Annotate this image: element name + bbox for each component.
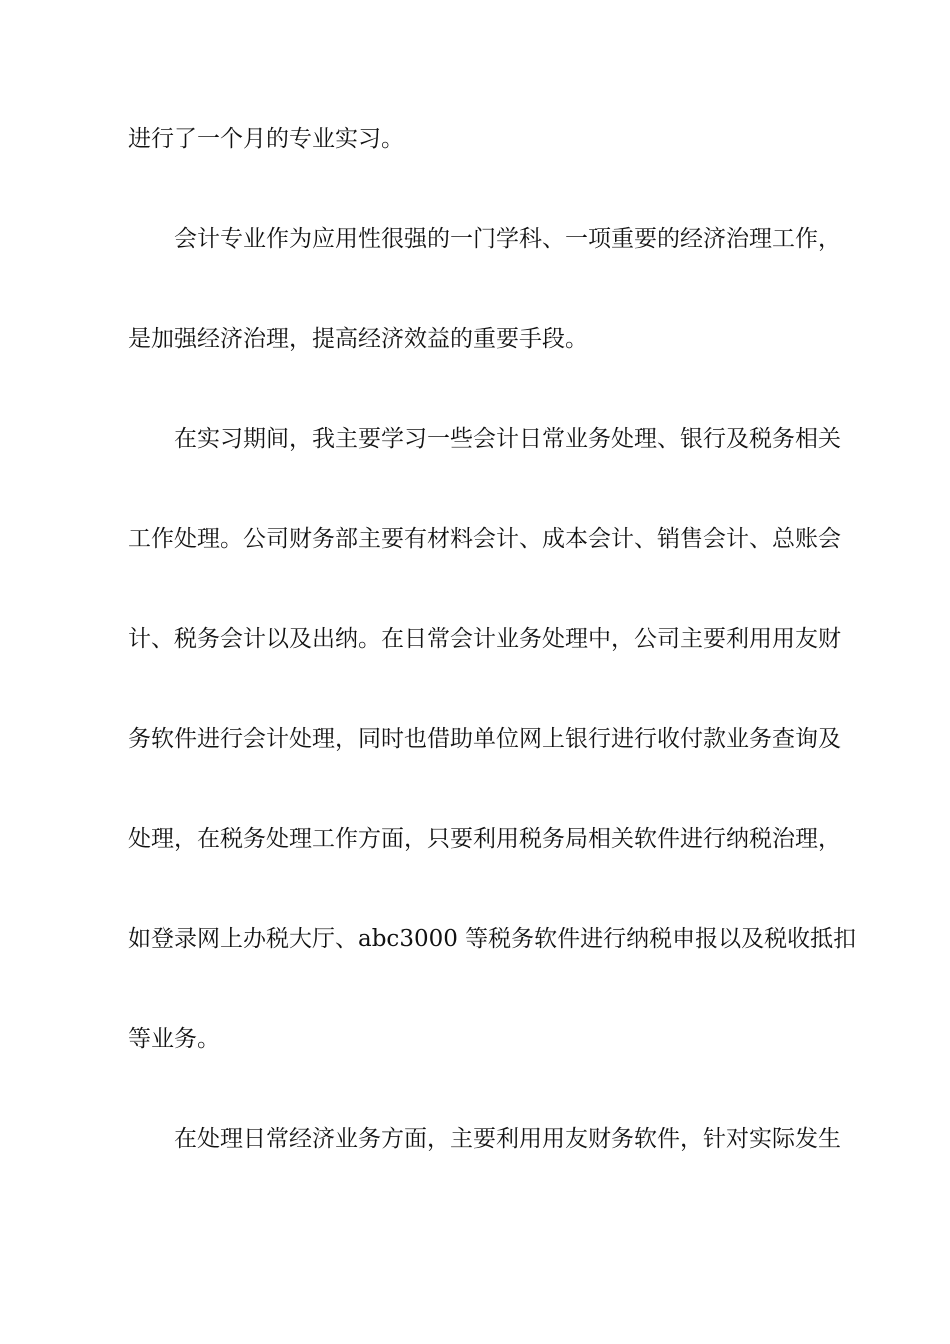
text-line: 务软件进行会计处理，同时也借助单位网上银行进行收付款业务查询及 <box>128 726 841 752</box>
paragraph-first-line: 在实习期间，我主要学习一些会计日常业务处理、银行及税务相关 <box>174 426 841 452</box>
text-line: 进行了一个月的专业实习。 <box>128 126 404 152</box>
text-line: 如登录网上办税大厅、abc3000 等税务软件进行纳税申报以及税收抵扣 <box>128 926 857 952</box>
text-line: 等业务。 <box>128 1026 220 1052</box>
text-line: 是加强经济治理，提高经济效益的重要手段。 <box>128 326 588 352</box>
paragraph-first-line: 在处理日常经济业务方面，主要利用用友财务软件，针对实际发生 <box>174 1126 841 1152</box>
text-line: 计、税务会计以及出纳。在日常会计业务处理中，公司主要利用用友财 <box>128 626 841 652</box>
body-text <box>128 114 857 1214</box>
text-line: 处理，在税务处理工作方面，只要利用税务局相关软件进行纳税治理， <box>128 826 841 852</box>
paragraph-first-line: 会计专业作为应用性很强的一门学科、一项重要的经济治理工作， <box>174 226 841 252</box>
text-line: 工作处理。公司财务部主要有材料会计、成本会计、销售会计、总账会 <box>128 526 841 552</box>
